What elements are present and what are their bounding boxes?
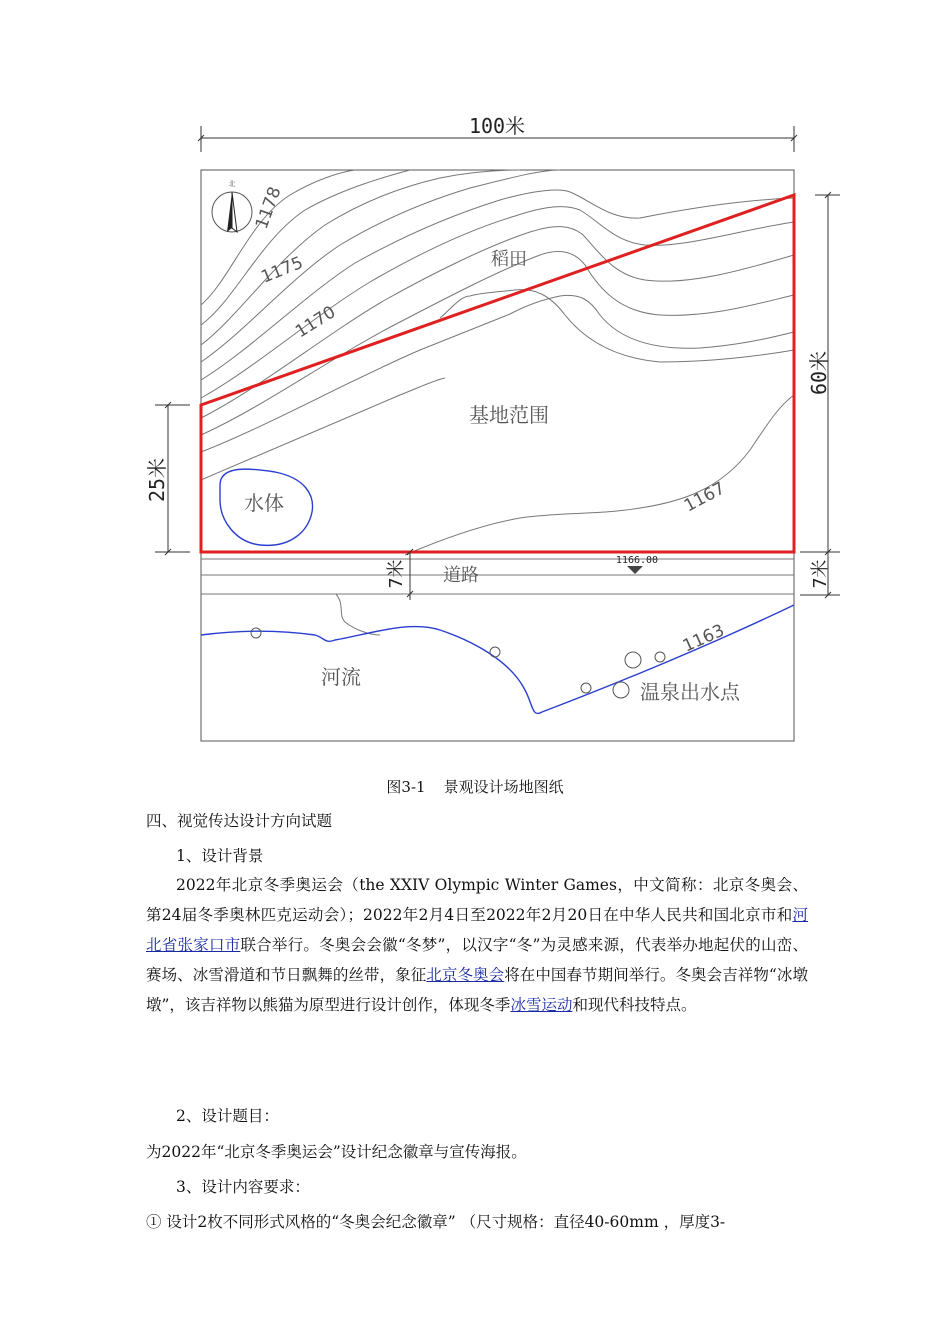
design-topic-text: 为2022年“北京冬季奥运会”设计纪念徽章与宣传海报。 <box>146 1143 527 1161</box>
site-label: 基地范围 <box>469 403 549 427</box>
contour-1178-label: 1178 <box>251 184 286 232</box>
contour-1170-label: 1170 <box>292 302 340 343</box>
north-mark-label: 北 <box>228 180 236 188</box>
background-paragraph <box>146 870 808 1020</box>
paddy-label: 稻田 <box>491 249 527 270</box>
dim-left-label: 25米 <box>145 457 169 503</box>
dim-road-left-label: 7米 <box>386 559 407 589</box>
contour-1175-label: 1175 <box>258 252 306 288</box>
paragraph-text-1: 2022年北京冬季奥运会（the XXIV Olympic Winter Games，中文简称：北京冬奥会、第24届冬季奥林匹克运动会）；2022年2月4日至2022年2月20日在中华人民共和国北京市和 <box>146 876 808 924</box>
contour-1163-label: 1163 <box>679 620 728 657</box>
spring-points <box>251 628 665 698</box>
heading-design-requirements: 3、设计内容要求： <box>176 1178 310 1196</box>
road-label: 道路 <box>443 565 479 586</box>
water-label: 水体 <box>244 491 284 515</box>
dim-top-label: 100米 <box>468 114 526 138</box>
section-title: 四、视觉传达设计方向试题 <box>146 812 333 830</box>
elevation-mark-label: 1166.00 <box>615 555 659 566</box>
link-beijing-winter-olympics[interactable]: 北京冬奥会 <box>426 966 505 984</box>
paragraph-text-3: 将在中国春节期间举行。冬奥会吉祥物“冰墩墩”，该吉祥物以熊猫为原型进行设计创作，体现冬季 <box>146 966 808 1014</box>
spring-label: 温泉出水点 <box>640 680 740 704</box>
dim-right-label: 60米 <box>807 350 831 396</box>
dim-road-right-label: 7米 <box>810 559 831 589</box>
river-label: 河流 <box>321 665 361 689</box>
requirement-item-1: ① 设计2枚不同形式风格的“冬奥会纪念徽章” （尺寸规格：直径40-60mm ，厚度3- <box>146 1213 726 1231</box>
link-ice-snow-sports[interactable]: 冰雪运动 <box>510 996 573 1014</box>
site-plan-drawing <box>140 100 840 760</box>
caption-text: 景观设计场地图纸 <box>443 778 564 796</box>
elevation-triangle-icon <box>627 566 643 574</box>
figure-caption <box>0 776 950 797</box>
link-hebei-zhangjiakou[interactable]: 河北省张家口市 <box>146 906 808 954</box>
paragraph-text-4: 和现代科技特点。 <box>572 996 697 1014</box>
paragraph-text-2: 联合举行。冬奥会会徽“冬梦”，以汉字“冬”为灵感来源，代表举办地起伏的山峦、赛场、冰雪滑道和节日飘舞的丝带，象征 <box>146 936 808 984</box>
road-lines <box>201 559 794 635</box>
heading-background: 1、设计背景 <box>176 847 264 865</box>
caption-number: 图3-1 <box>386 778 426 796</box>
heading-design-topic: 2、设计题目： <box>176 1107 279 1125</box>
north-arrow-icon <box>212 192 252 232</box>
contour-1167-label: 1167 <box>680 478 729 517</box>
